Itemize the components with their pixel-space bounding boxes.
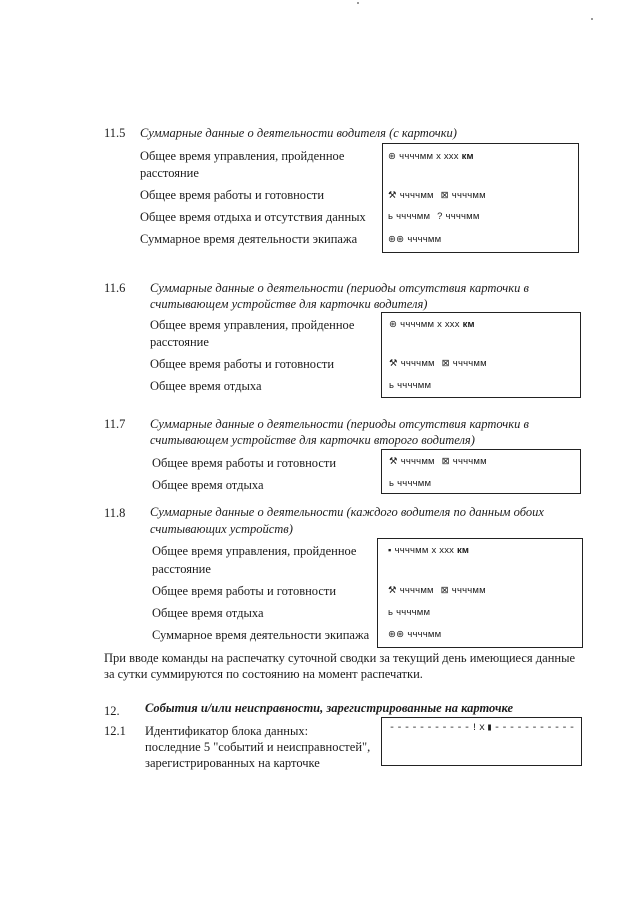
scan-speck (591, 18, 593, 20)
row-label-continued: расстояние (152, 562, 211, 576)
value-line: ⚒ ччччмм ⊠ ччччмм (388, 585, 486, 596)
row-label: Общее время управления, пройденное (150, 318, 355, 332)
availability-icon: ⊠ (441, 358, 450, 369)
driving-icon: ▪ (388, 545, 392, 556)
rest-icon: ь (389, 478, 395, 489)
section-number-12-1: 12.1 (104, 724, 126, 738)
row-label-continued: расстояние (150, 335, 209, 349)
section-title-12: События и/или неисправности, зарегистрированные на карточке (145, 701, 514, 715)
row-label: Общее время управления, пройденное (152, 544, 357, 558)
section-number-12: 12. (104, 704, 120, 718)
section-title-11-8-continued: считывающих устройств) (150, 522, 293, 536)
row-label: Общее время отдыха (150, 379, 262, 393)
value-line: ⊛⊛ ччччмм (388, 234, 442, 245)
value-line: ь ччччмм (389, 380, 432, 391)
value-line: ь ччччмм (389, 478, 432, 489)
availability-icon: ⊠ (440, 190, 449, 201)
row-label: Общее время отдыха (152, 606, 264, 620)
row-label: Суммарное время деятельности экипажа (152, 628, 370, 642)
value-line: ⚒ ччччмм ⊠ ччччмм (388, 190, 486, 201)
work-icon: ⚒ (388, 585, 397, 596)
row-label: Общее время отдыха (152, 478, 264, 492)
section-number-11-6: 11.6 (104, 281, 126, 295)
rest-icon: ь (388, 211, 394, 222)
row-label: Общее время работы и готовности (150, 357, 335, 371)
section-number-11-5: 11.5 (104, 126, 126, 140)
availability-icon: ⊠ (440, 585, 449, 596)
data-block-identifier-line: -----------!x▮----------- (389, 723, 577, 734)
section-title-11-8: Суммарные данные о деятельности (каждого водителя по данным обоих (150, 505, 544, 519)
row-label-continued: последние 5 "событий и неисправностей", (145, 740, 371, 754)
value-line: ь ччччмм (388, 607, 431, 618)
section-title-11-6-continued: считывающем устройстве для карточки водителя) (150, 297, 428, 311)
work-icon: ⚒ (388, 190, 397, 201)
value-line: ь ччччмм ? ччччмм (388, 211, 480, 222)
row-label: Идентификатор блока данных: (145, 724, 309, 738)
rest-icon: ь (389, 380, 395, 391)
value-line: ⊛⊛ ччччмм (388, 629, 442, 640)
row-label: Общее время работы и готовности (140, 188, 325, 202)
driving-icon: ⊛ (389, 319, 398, 330)
section-title-11-6: Суммарные данные о деятельности (периоды отсутствия карточки в (150, 281, 529, 295)
row-label-continued: зарегистрированных на карточке (145, 756, 320, 770)
section-number-11-7: 11.7 (104, 417, 126, 431)
value-line: ⊛ ччччмм x xxx км (388, 151, 474, 162)
crew-icon: ⊛⊛ (388, 629, 405, 640)
row-label: Общее время управления, пройденное (140, 149, 345, 163)
note-paragraph-line-1: При вводе команды на распечатку суточной сводки за текущий день имеющиеся данные (104, 651, 576, 665)
value-line: ⊛ ччччмм x xxx км (389, 319, 475, 330)
crew-icon: ⊛⊛ (388, 234, 405, 245)
section-number-11-8: 11.8 (104, 506, 126, 520)
section-title-11-7-continued: считывающем устройстве для карточки второго водителя) (150, 433, 475, 447)
value-line: ⚒ ччччмм ⊠ ччччмм (389, 456, 487, 467)
value-line: ⚒ ччччмм ⊠ ччччмм (389, 358, 487, 369)
work-icon: ⚒ (389, 358, 398, 369)
section-title-11-5: Суммарные данные о деятельности водителя (с карточки) (140, 126, 457, 140)
rest-icon: ь (388, 607, 394, 618)
row-label: Общее время отдыха и отсутствия данных (140, 210, 366, 224)
availability-icon: ⊠ (441, 456, 450, 467)
note-paragraph-line-2: за сутки суммируются по состоянию на момент распечатки. (104, 667, 423, 681)
value-line: ▪ ччччмм x xxx км (388, 545, 470, 556)
row-label-continued: расстояние (140, 166, 199, 180)
section-title-11-7: Суммарные данные о деятельности (периоды отсутствия карточки в (150, 417, 529, 431)
driving-icon: ⊛ (388, 151, 397, 162)
scan-speck (357, 2, 359, 4)
row-label: Суммарное время деятельности экипажа (140, 232, 358, 246)
row-label: Общее время работы и готовности (152, 456, 337, 470)
work-icon: ⚒ (389, 456, 398, 467)
unknown-icon: ? (437, 211, 443, 222)
row-label: Общее время работы и готовности (152, 584, 337, 598)
